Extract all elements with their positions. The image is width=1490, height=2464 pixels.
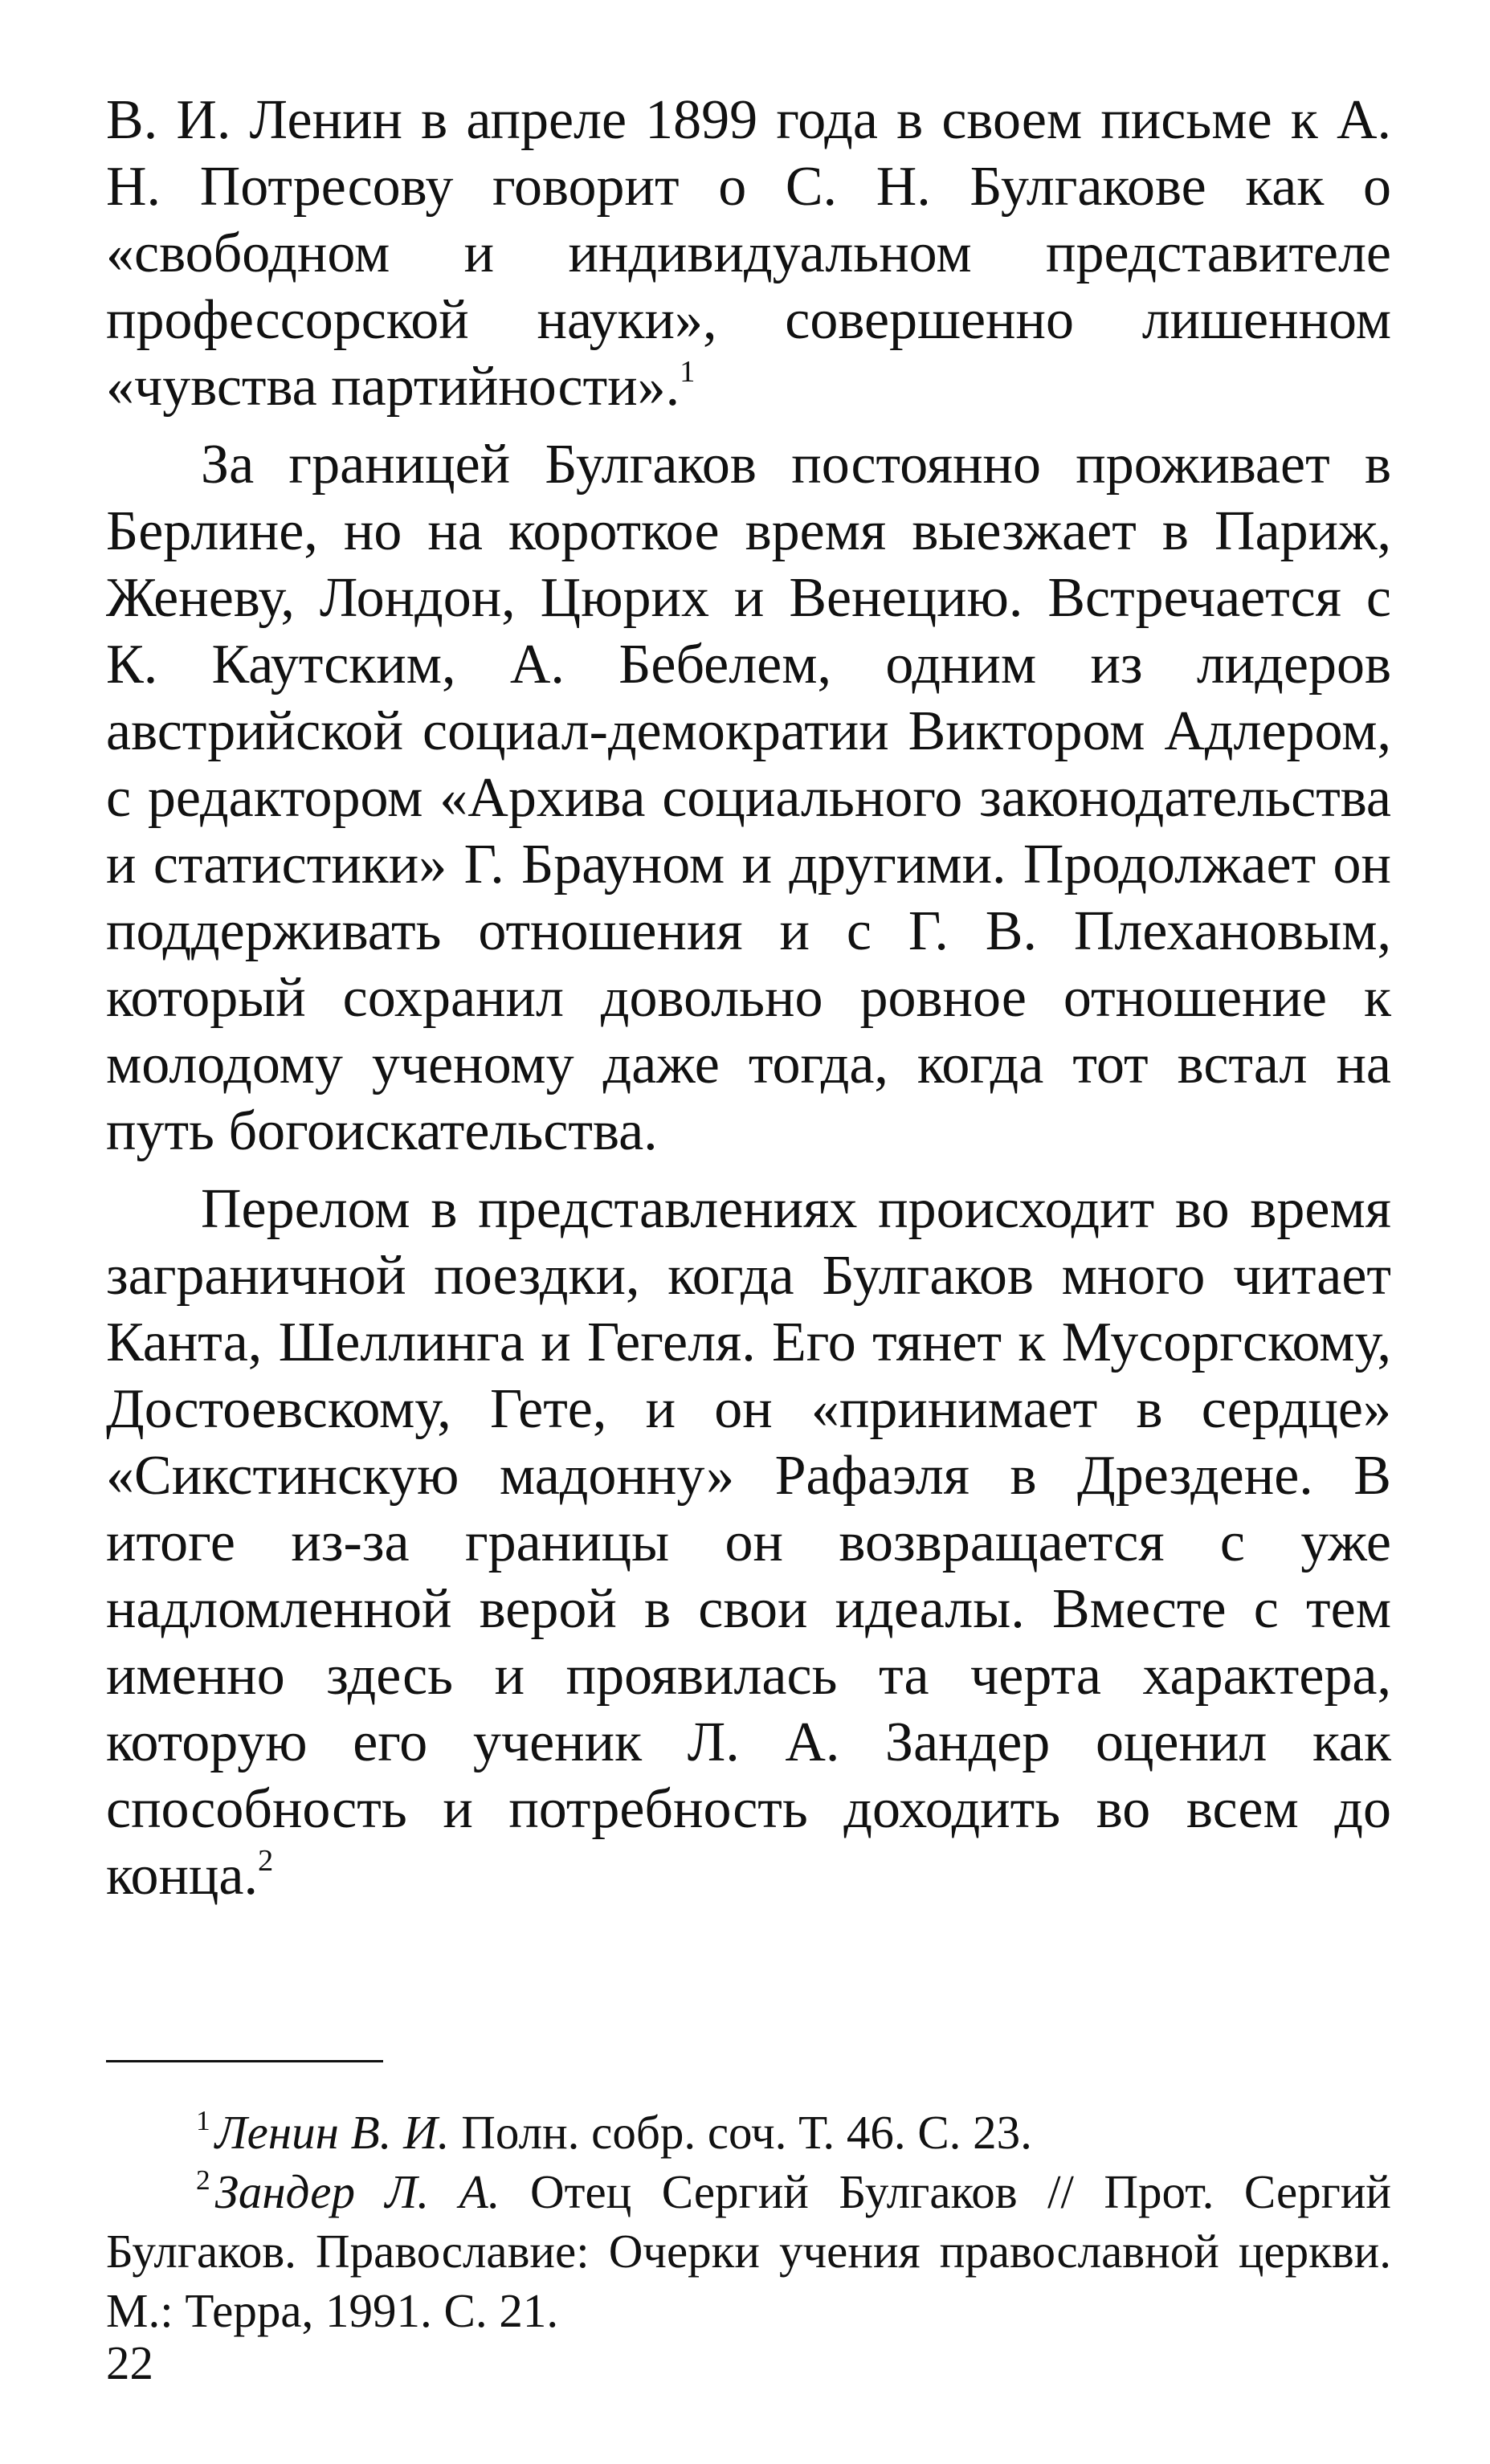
footnote-ref-2[interactable]: 2 bbox=[257, 1844, 274, 1879]
footnote-2-marker: 2 bbox=[196, 2164, 210, 2196]
page-number: 22 bbox=[106, 2336, 153, 2389]
paragraph-2 bbox=[106, 431, 1391, 1165]
footnote-2-text: Отец Сергий Булгаков // Прот. Сергий Булгаков. Православие: Очерки учения православной церкви. М.: Терра, 1991. С. 21. bbox=[106, 2165, 1391, 2337]
page-content bbox=[106, 87, 1391, 1909]
footnote-2 bbox=[106, 2162, 1391, 2340]
main-text bbox=[106, 87, 1391, 1909]
footnote-2-author: Зандер Л. А. bbox=[214, 2165, 500, 2218]
footnotes bbox=[106, 2103, 1391, 2340]
footnote-ref-1[interactable]: 1 bbox=[680, 355, 696, 390]
footnote-1 bbox=[106, 2103, 1391, 2162]
paragraph-3 bbox=[106, 1176, 1391, 1909]
footnote-1-marker: 1 bbox=[196, 2104, 210, 2136]
footnote-1-author: Ленин В. И. bbox=[214, 2106, 450, 2159]
paragraph-1-text: В. И. Ленин в апреле 1899 года в своем письме к А. Н. Потресову говорит о С. Н. Булгакове как о «свободном и индивидуальном представителе профессорской науки», совершенно лишенном «чувства партийности». bbox=[106, 89, 1391, 418]
footnote-divider bbox=[106, 2060, 383, 2062]
paragraph-1 bbox=[106, 87, 1391, 420]
footnote-1-text: Полн. собр. соч. Т. 46. С. 23. bbox=[449, 2106, 1032, 2159]
paragraph-2-text: За границей Булгаков постоянно проживает в Берлине, но на короткое время выезжает в Париж, Женеву, Лондон, Цюрих и Венецию. Встречается с К. Каутским, А. Бебелем, одним из лидеров австрийской социал-демократии Виктором Адлером, с редактором «Архива социального законодательства и статистики» Г. Брауном и другими. Продолжает он поддерживать отношения и с Г. В. Плехановым, который сохранил довольно ровное отношение к молодому ученому даже тогда, когда тот встал на путь богоискательства. bbox=[106, 434, 1391, 1162]
paragraph-3-text: Перелом в представлениях происходит во время заграничной поездки, когда Булгаков много читает Канта, Шеллинга и Гегеля. Его тянет к Мусоргскому, Достоевскому, Гете, и он «принимает в сердце» «Сикстинскую мадонну» Рафаэля в Дрездене. В итоге из-за границы он возвращается с уже надломленной верой в свои идеалы. Вместе с тем именно здесь и проявилась та черта характера, которую его ученик Л. А. Зандер оценил как способность и потребность доходить во всем до конца. bbox=[106, 1178, 1391, 1907]
